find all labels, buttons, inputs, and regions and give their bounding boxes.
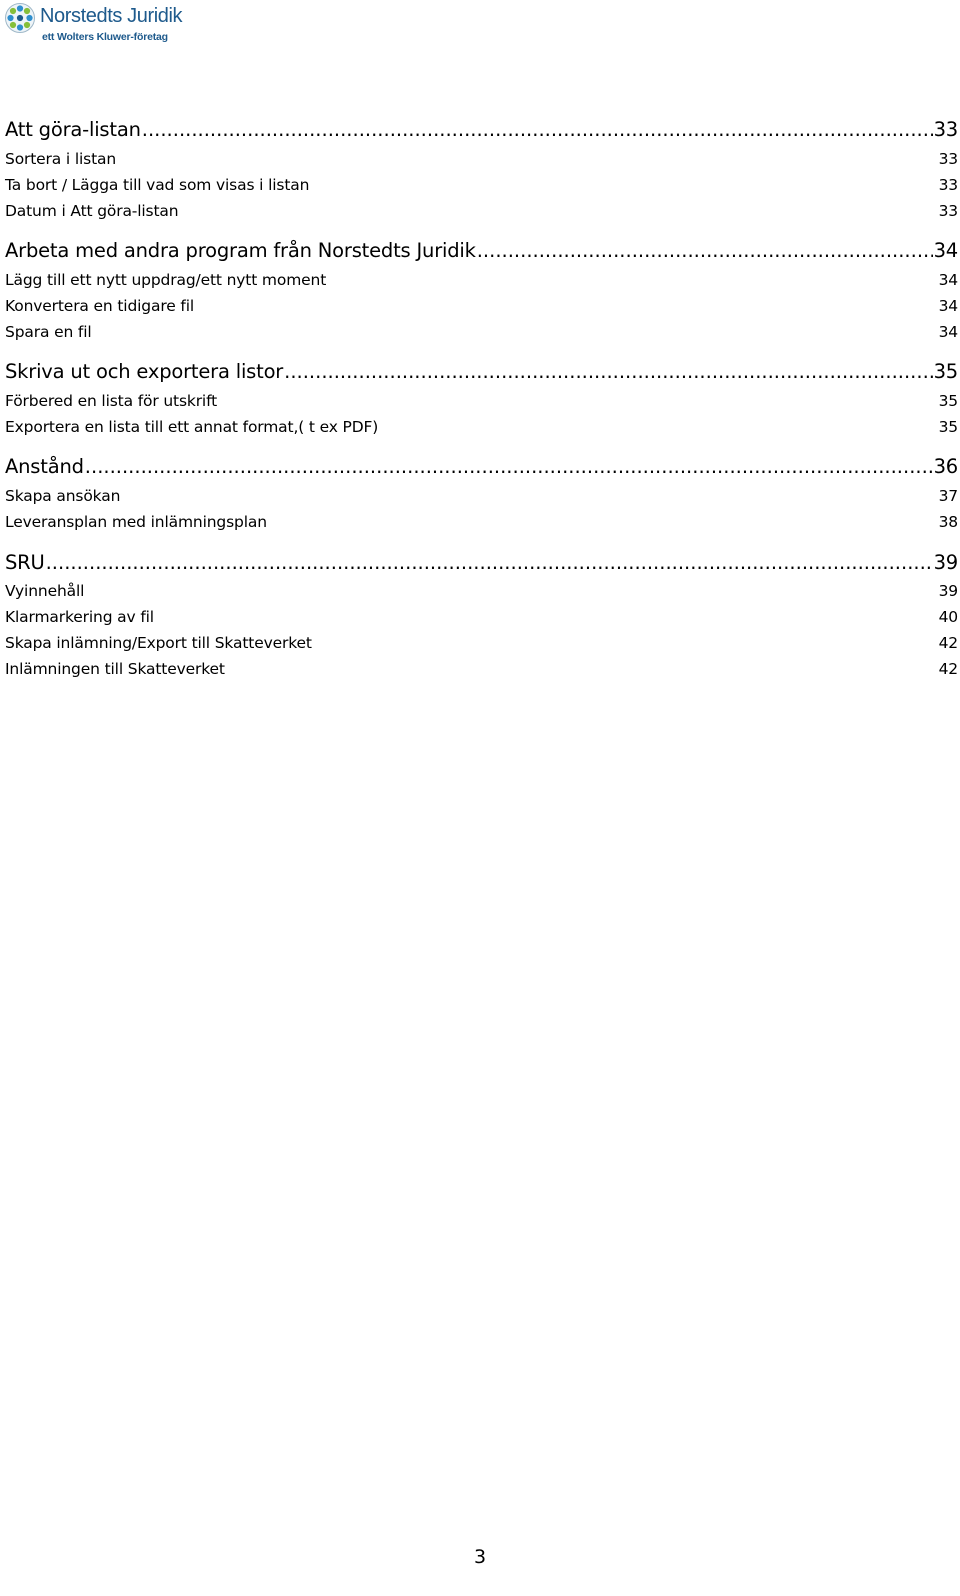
table-of-contents <box>5 0 958 1500</box>
toc-entry[interactable] <box>5 150 958 168</box>
toc-entry-label: Vyinnehåll <box>5 582 85 600</box>
toc-entry-label: Ta bort / Lägga till vad som visas i listan <box>5 176 310 194</box>
toc-heading-page: 34 <box>933 239 958 262</box>
toc-heading-label: Skriva ut och exportera listor <box>5 360 284 383</box>
toc-entry[interactable] <box>5 392 958 410</box>
leader-dots <box>142 118 933 141</box>
toc-entry-page: 35 <box>938 418 958 436</box>
toc-entry-label: Förbered en lista för utskrift <box>5 392 218 410</box>
toc-entry-page: 37 <box>938 487 958 505</box>
leader-dots <box>284 360 932 383</box>
leader-dots <box>85 455 933 478</box>
toc-entry-page: 39 <box>938 582 958 600</box>
toc-heading-anstand[interactable] <box>5 455 958 478</box>
toc-entry-label: Datum i Att göra-listan <box>5 202 179 220</box>
toc-entry-label: Spara en fil <box>5 323 92 341</box>
toc-entry-label: Lägg till ett nytt uppdrag/ett nytt moment <box>5 271 327 289</box>
toc-entry-page: 35 <box>938 392 958 410</box>
toc-entry[interactable] <box>5 176 958 194</box>
toc-heading-page: 36 <box>933 455 958 478</box>
toc-entry[interactable] <box>5 323 958 341</box>
toc-heading-arbeta-med-andra-program[interactable] <box>5 239 958 262</box>
logo-tagline: ett Wolters Kluwer-företag <box>42 31 168 43</box>
toc-heading-page: 35 <box>933 360 958 383</box>
toc-entry[interactable] <box>5 418 958 436</box>
toc-entry-page: 38 <box>938 513 958 531</box>
toc-entry[interactable] <box>5 487 958 505</box>
toc-entry-page: 42 <box>938 660 958 678</box>
toc-entry-page: 34 <box>938 323 958 341</box>
toc-heading-page: 39 <box>933 551 958 574</box>
toc-entry-label: Skapa ansökan <box>5 487 121 505</box>
toc-entry[interactable] <box>5 297 958 315</box>
toc-entry-page: 33 <box>938 176 958 194</box>
toc-entry-label: Klarmarkering av fil <box>5 608 154 626</box>
page-number: 3 <box>473 1546 487 1568</box>
leader-dots <box>46 551 933 574</box>
toc-entry-page: 42 <box>938 634 958 652</box>
leader-dots <box>477 239 933 262</box>
toc-entry[interactable] <box>5 634 958 652</box>
toc-entry[interactable] <box>5 513 958 531</box>
toc-entry-page: 34 <box>938 271 958 289</box>
toc-entry-page: 40 <box>938 608 958 626</box>
toc-heading-label: Anstånd <box>5 455 84 478</box>
toc-entry[interactable] <box>5 582 958 600</box>
toc-entry-page: 34 <box>938 297 958 315</box>
toc-entry-label: Inlämningen till Skatteverket <box>5 660 225 678</box>
toc-heading-sru[interactable] <box>5 551 958 574</box>
toc-entry[interactable] <box>5 271 958 289</box>
toc-entry-label: Exportera en lista till ett annat format,( t ex PDF) <box>5 418 379 436</box>
toc-heading-page: 33 <box>933 118 958 141</box>
logo-name: Norstedts Juridik <box>40 5 183 27</box>
toc-entry-page: 33 <box>938 202 958 220</box>
toc-heading-label: Arbeta med andra program från Norstedts Juridik <box>5 239 476 262</box>
toc-entry-label: Sortera i listan <box>5 150 117 168</box>
toc-entry[interactable] <box>5 608 958 626</box>
toc-heading-skriva-ut-och-exportera[interactable] <box>5 360 958 383</box>
toc-heading-att-gora-listan[interactable] <box>5 118 958 141</box>
toc-heading-label: SRU <box>5 551 45 574</box>
toc-entry-label: Konvertera en tidigare fil <box>5 297 195 315</box>
toc-entry-page: 33 <box>938 150 958 168</box>
toc-heading-label: Att göra-listan <box>5 118 141 141</box>
toc-entry-label: Skapa inlämning/Export till Skatteverket <box>5 634 312 652</box>
toc-entry[interactable] <box>5 660 958 678</box>
toc-entry[interactable] <box>5 202 958 220</box>
toc-entry-label: Leveransplan med inlämningsplan <box>5 513 267 531</box>
